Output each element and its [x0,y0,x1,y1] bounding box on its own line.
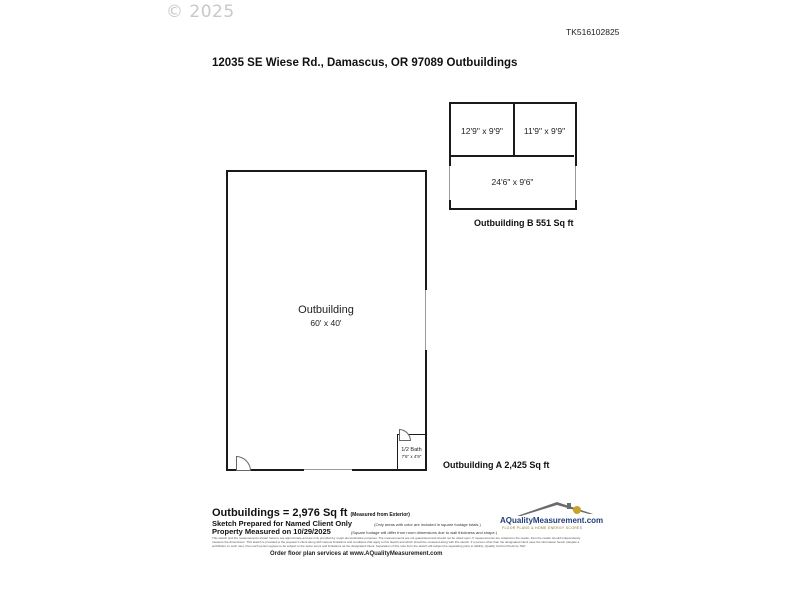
outbuilding-a-caption: Outbuilding A 2,425 Sq ft [443,460,550,470]
room-dimensions: 7'6" x 4'9" [401,454,422,459]
order-link-text[interactable]: Order floor plan services at www.AQualityMeasurement.com [270,551,443,557]
prepared-text: Sketch Prepared for Named Client Only [212,519,353,528]
outbuilding-a-plan [226,170,427,471]
opening-line [449,166,450,200]
outbuilding-b-plan [449,102,577,210]
room-name: 1/2 Bath [401,447,422,453]
opening-line [575,166,576,200]
outbuilding-b-caption: Outbuilding B 551 Sq ft [474,218,574,228]
total-note: (Measured from Exterior) [350,512,410,518]
chimney-icon [567,503,571,509]
logo-tagline: FLOOR PLANS & HOME ENERGY SCORES [502,526,583,530]
roof-icon [517,502,593,516]
logo-name: AQualityMeasurement.com [500,516,604,525]
listing-id: TK516102825 [566,27,620,37]
page-title: 12035 SE Wiese Rd., Damascus, OR 97089 Outbuildings [212,57,518,69]
half-bath [397,434,427,471]
room-name: Outbuilding [298,304,354,316]
opening-line [425,290,426,350]
sun-icon [573,506,581,514]
copyright-watermark: © 2025 [166,2,235,22]
measured-date [212,527,497,536]
room-dimensions: 12'9" x 9'9" [461,126,503,136]
door-swing [236,456,251,471]
room-dimensions: 24'6" x 9'6" [491,177,534,187]
room-dimensions: 11'9" x 9'9" [523,126,566,136]
measured-note: (Square footage will differ from room dimensions due to wall thickness and shape.) [350,530,498,535]
disclaimer-fineprint: This sketch and the measurements shown hereon, are approximate and are only provided by rough demonstrative purposes. The measurements are not guaranteed and should not be relied upon. If measurements are material to the reader, then the reader should independently measure the dimensions. This sketch is provided to the preparer's client along with various limitations and conditions that apply to this sketch and which should be reviewed along with this sketch. If a person other than the designated Client uses the information herein (despite a prohibition on such use), then such person agrees to be subject to the same terms and limitations as the designated Client. Separation of this note from the sketch will subject the separating party to liability. (Quality Control Check by SW) [212,536,581,548]
room-dimensions: 60' x 40' [310,318,342,328]
total-square-footage [212,507,410,519]
opening-line [304,469,352,470]
prepared-note: (Only areas with color are included in square footage totals.) [374,522,481,527]
measured-text: Property Measured on 10/29/2025 [212,527,331,536]
total-value: Outbuildings = 2,976 Sq ft [212,507,348,519]
